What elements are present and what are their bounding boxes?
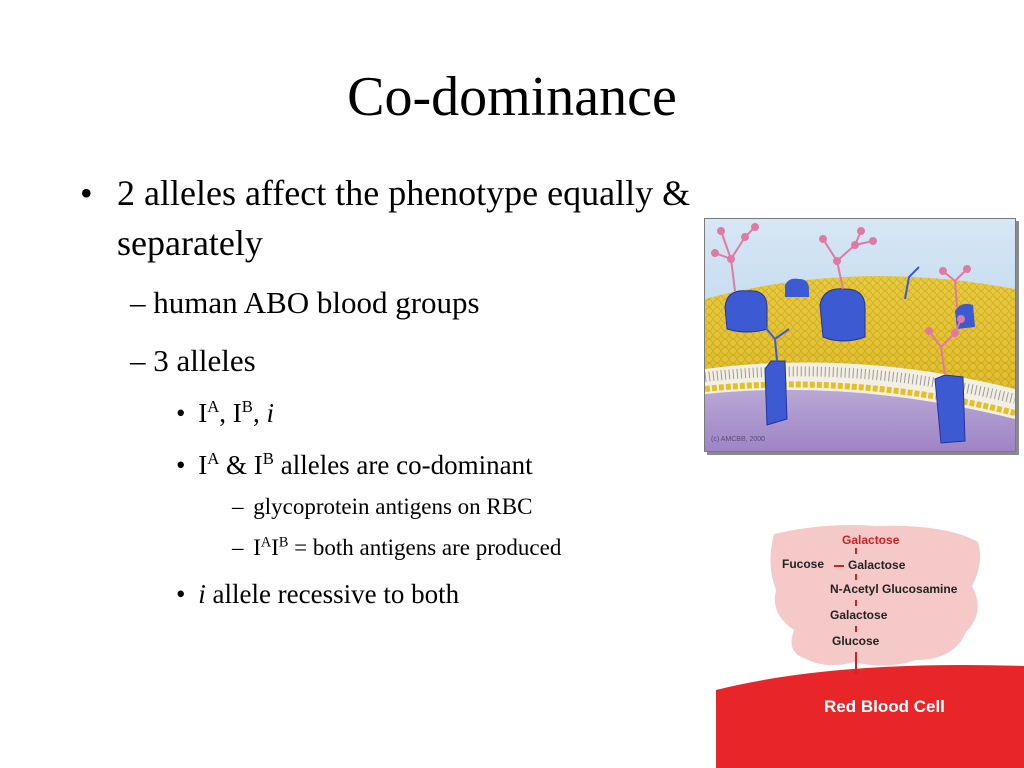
- detail-both: [232, 533, 561, 563]
- sub-bullet-alleles-text: 3 alleles: [153, 343, 256, 378]
- bullet-marker: •: [176, 579, 186, 609]
- bullet-marker: •: [176, 398, 186, 428]
- dash-marker: –: [130, 285, 146, 320]
- red-blood-cell-label: Red Blood Cell: [824, 697, 945, 716]
- recessive-line: [176, 577, 459, 611]
- codominant-line: [176, 448, 533, 482]
- allele-list: [176, 396, 274, 430]
- slide-title: Co-dominance: [347, 66, 677, 128]
- detail-both-text: $I^AI^B$ = both antigens are produced: [253, 534, 562, 560]
- membrane-credit: (c) AMCBB, 2000: [711, 436, 766, 443]
- sugar-galactose-3: Galactose: [830, 608, 888, 622]
- sub-bullet-abo: [130, 284, 480, 322]
- bullet-marker: •: [176, 450, 186, 480]
- bullet-marker: •: [80, 173, 93, 213]
- bullet-main-text: 2 alleles affect the phenotype equally & separately: [117, 173, 691, 263]
- allele-list-text: $I^A$, $I^B$, i: [198, 397, 274, 428]
- membrane-illustration: [704, 218, 1016, 452]
- sugar-n-acetyl-glucosamine: N-Acetyl Glucosamine: [830, 582, 958, 596]
- sugar-fucose: Fucose: [782, 557, 825, 571]
- detail-antigens: [232, 492, 532, 522]
- dash-marker: –: [130, 343, 146, 378]
- membrane-svg: [705, 219, 1015, 451]
- codominant-text: $I^A$ & $I^B$ alleles are co-dominant: [198, 449, 533, 480]
- dash-marker: –: [232, 535, 244, 560]
- sugar-chain-diagram: [716, 520, 1024, 768]
- sugar-glucose: Glucose: [832, 634, 880, 648]
- detail-antigens-text: glycoprotein antigens on RBC: [253, 494, 533, 519]
- sub-bullet-abo-text: human ABO blood groups: [153, 285, 480, 320]
- sugar-top-galactose: Galactose: [842, 533, 900, 547]
- recessive-text: i allele recessive to both: [198, 579, 460, 609]
- sugar-galactose-2: Galactose: [848, 558, 906, 572]
- dash-marker: –: [232, 494, 244, 519]
- sub-bullet-alleles: [130, 342, 256, 380]
